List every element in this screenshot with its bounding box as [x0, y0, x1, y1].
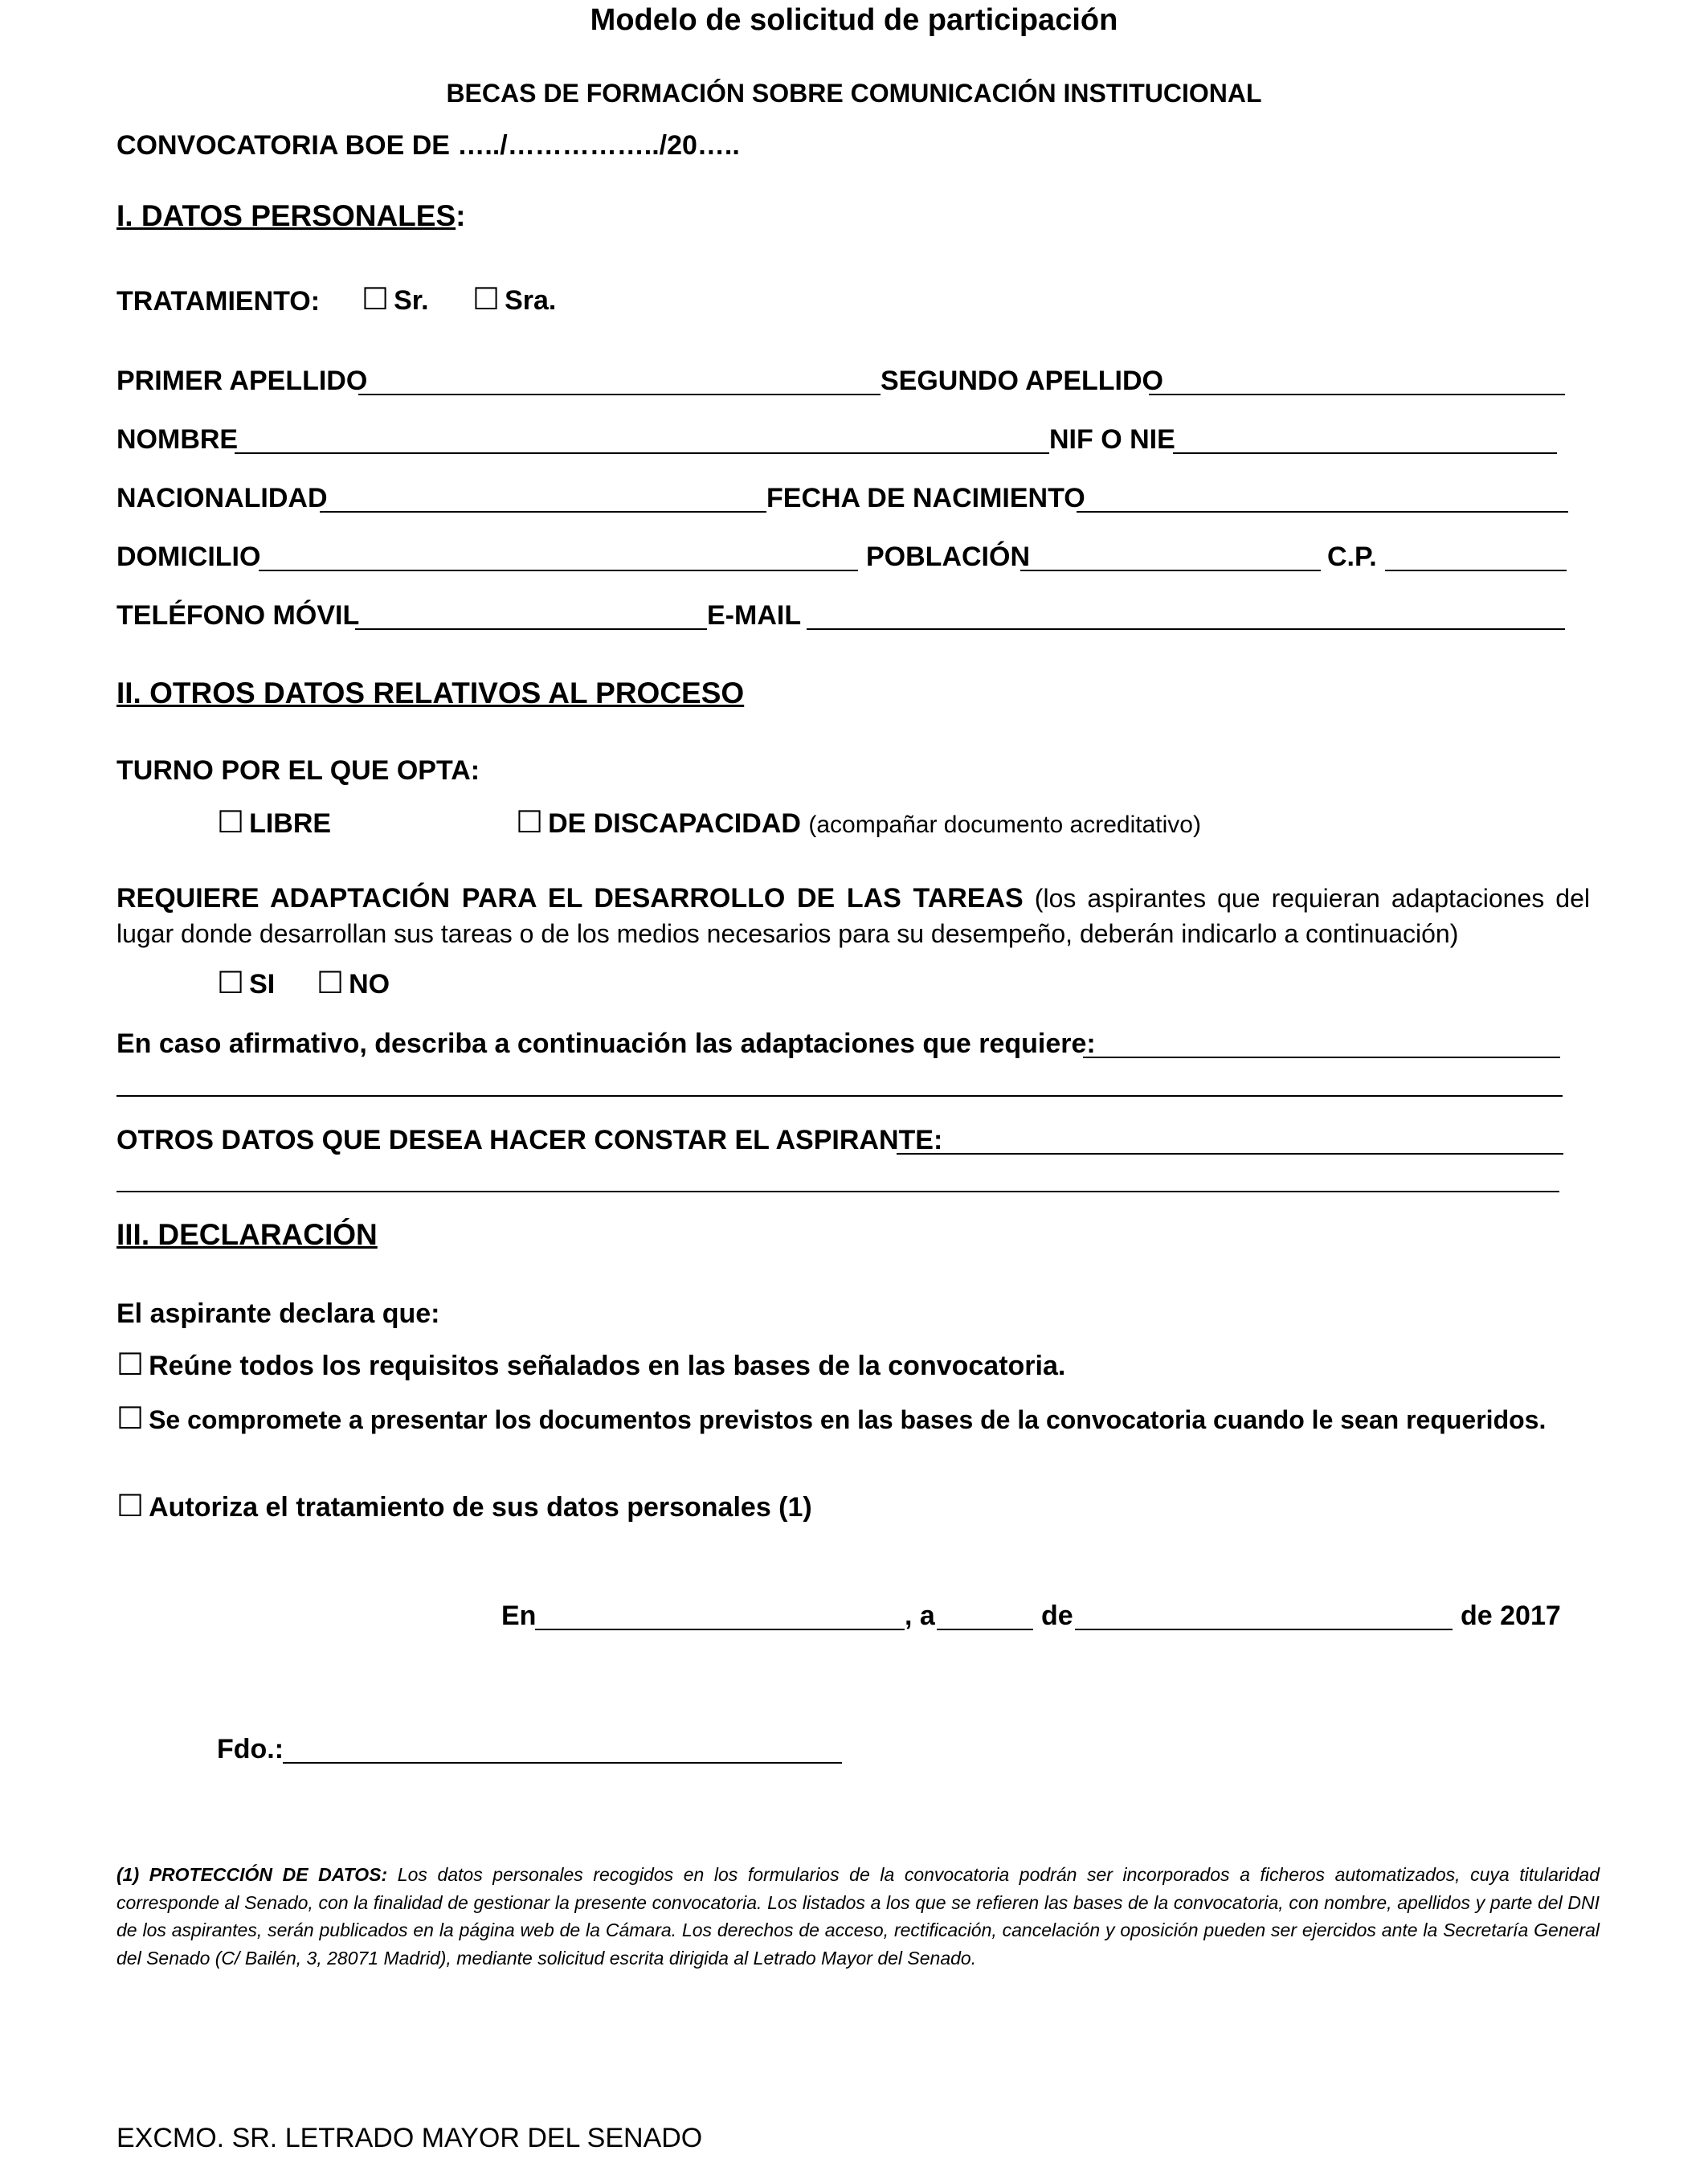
- footnote-label: (1) PROTECCIÓN DE DATOS:: [116, 1864, 388, 1885]
- option-no-label: NO: [349, 969, 390, 1000]
- tratamiento-label: TRATAMIENTO:: [116, 286, 321, 317]
- option-libre[interactable]: [217, 804, 331, 840]
- option-libre-label: LIBRE: [249, 808, 332, 839]
- option-si[interactable]: [217, 965, 275, 1000]
- signature-day-field[interactable]: [937, 1629, 1033, 1630]
- segundo-apellido-label: SEGUNDO APELLIDO: [881, 366, 1163, 396]
- telefono-label: TELÉFONO MÓVIL: [116, 600, 360, 631]
- adaptaciones-field-line2[interactable]: [116, 1095, 1563, 1097]
- option-sr-label: Sr.: [394, 285, 429, 316]
- option-discapacidad[interactable]: [516, 804, 1201, 840]
- adaptacion-paragraph: [116, 881, 1590, 951]
- fecha-nacimiento-label: FECHA DE NACIMIENTO: [766, 483, 1085, 513]
- declaration-item-1-text: Reúne todos los requisitos señalados en las bases de la convocatoria.: [149, 1351, 1066, 1381]
- signature-de-label: de: [1041, 1601, 1073, 1631]
- checkbox-icon[interactable]: ☐: [217, 804, 245, 840]
- otros-datos-field-line2[interactable]: [116, 1191, 1559, 1192]
- option-no[interactable]: [317, 965, 390, 1000]
- otros-datos-label: OTROS DATOS QUE DESEA HACER CONSTAR EL ASPIRANTE:: [116, 1125, 943, 1155]
- checkbox-icon[interactable]: ☐: [472, 281, 501, 317]
- adaptacion-note: (los aspirantes que requieran adaptaciones del lugar donde desarrollan sus tareas o de los medios necesarios para su desempeño, deberán indicarlo a continuación): [116, 884, 1591, 948]
- cp-field[interactable]: [1385, 570, 1567, 571]
- convocatoria-line: CONVOCATORIA BOE DE …../……………../20…..: [116, 130, 740, 161]
- signature-month-field[interactable]: [1075, 1629, 1453, 1630]
- section-heading-text: I. DATOS PERSONALES: [116, 199, 456, 232]
- signature-field[interactable]: [283, 1762, 842, 1764]
- addressee: EXCMO. SR. LETRADO MAYOR DEL SENADO: [116, 2123, 703, 2153]
- checkbox-icon[interactable]: ☐: [116, 1400, 145, 1436]
- section-declaration-heading: III. DECLARACIÓN: [116, 1218, 378, 1251]
- option-sr[interactable]: [362, 281, 429, 317]
- footnote-text: Los datos personales recogidos en los formularios de la convocatoria podrán ser incorporados a ficheros automatizados, cuya titularidad corresponde al Senado, con la finalidad de gestionar la presente convocatoria. Los listados a los que se refieren las bases de la convocatoria, con nombre, apellidos y parte del DNI de los aspirantes, serán publicados en la página web de la Cámara. Los derechos de acceso, rectificación, cancelación y oposición pueden ser ejercidos ante la Secretaría General del Senado (C/ Bailén, 3, 28071 Madrid), mediante solicitud escrita dirigida al Letrado Mayor del Senado.: [116, 1864, 1600, 1969]
- email-label: E-MAIL: [707, 600, 802, 631]
- poblacion-field[interactable]: [1020, 570, 1321, 571]
- discapacidad-note: (acompañar documento acreditativo): [808, 812, 1201, 838]
- option-si-label: SI: [249, 969, 276, 1000]
- section-process-heading: II. OTROS DATOS RELATIVOS AL PROCESO: [116, 677, 745, 709]
- declaration-item-1[interactable]: [116, 1347, 1065, 1382]
- checkbox-icon[interactable]: ☐: [362, 281, 390, 317]
- nombre-label: NOMBRE: [116, 424, 239, 455]
- nif-field[interactable]: [1173, 452, 1557, 454]
- option-discapacidad-label: DE DISCAPACIDAD: [548, 808, 801, 839]
- cp-label: C.P.: [1327, 542, 1377, 572]
- declaration-intro: El aspirante declara que:: [116, 1298, 440, 1329]
- signature-a-label: , a: [905, 1601, 935, 1631]
- checkbox-icon[interactable]: ☐: [116, 1347, 145, 1382]
- checkbox-icon[interactable]: ☐: [116, 1488, 145, 1523]
- domicilio-label: DOMICILIO: [116, 542, 261, 572]
- section-personal-data-heading: [116, 199, 465, 233]
- domicilio-field[interactable]: [259, 570, 858, 571]
- checkbox-icon[interactable]: ☐: [516, 804, 544, 840]
- nif-label: NIF O NIE: [1049, 424, 1175, 455]
- declaration-item-3-text: Autoriza el tratamiento de sus datos personales (1): [149, 1492, 812, 1523]
- declaration-item-2[interactable]: [116, 1398, 1559, 1440]
- page-title: Modelo de solicitud de participación: [590, 3, 1118, 37]
- adaptacion-label: REQUIERE ADAPTACIÓN PARA EL DESARROLLO DE LAS TAREAS: [116, 883, 1024, 914]
- poblacion-label: POBLACIÓN: [866, 542, 1030, 572]
- caso-afirmativo-label: En caso afirmativo, describa a continuación las adaptaciones que requiere:: [116, 1028, 1096, 1059]
- email-field[interactable]: [807, 628, 1565, 630]
- nombre-field[interactable]: [235, 452, 1049, 454]
- fecha-nacimiento-field[interactable]: [1077, 511, 1568, 513]
- heading-colon: :: [456, 199, 466, 232]
- turno-label: TURNO POR EL QUE OPTA:: [116, 755, 480, 786]
- signature-place-field[interactable]: [535, 1629, 905, 1630]
- otros-datos-field-line1[interactable]: [897, 1153, 1563, 1155]
- nacionalidad-field[interactable]: [320, 511, 766, 513]
- signature-en-label: En: [501, 1601, 537, 1631]
- checkbox-icon[interactable]: ☐: [217, 965, 245, 1000]
- nacionalidad-label: NACIONALIDAD: [116, 483, 328, 513]
- option-sra[interactable]: [472, 281, 556, 317]
- page-subtitle: BECAS DE FORMACIÓN SOBRE COMUNICACIÓN INSTITUCIONAL: [446, 79, 1262, 108]
- checkbox-icon[interactable]: ☐: [317, 965, 345, 1000]
- declaration-item-2-text: Se compromete a presentar los documentos previstos en las bases de la convocatoria cuando le sean requeridos.: [149, 1405, 1547, 1434]
- primer-apellido-field[interactable]: [358, 394, 881, 395]
- signature-year-label: de 2017: [1461, 1601, 1561, 1631]
- segundo-apellido-field[interactable]: [1149, 394, 1565, 395]
- option-sra-label: Sra.: [505, 285, 557, 316]
- declaration-item-3[interactable]: [116, 1488, 812, 1523]
- fdo-label: Fdo.:: [217, 1734, 284, 1764]
- adaptaciones-field-line1[interactable]: [1083, 1057, 1560, 1058]
- telefono-field[interactable]: [355, 628, 707, 630]
- primer-apellido-label: PRIMER APELLIDO: [116, 366, 368, 396]
- data-protection-footnote: [116, 1861, 1600, 1972]
